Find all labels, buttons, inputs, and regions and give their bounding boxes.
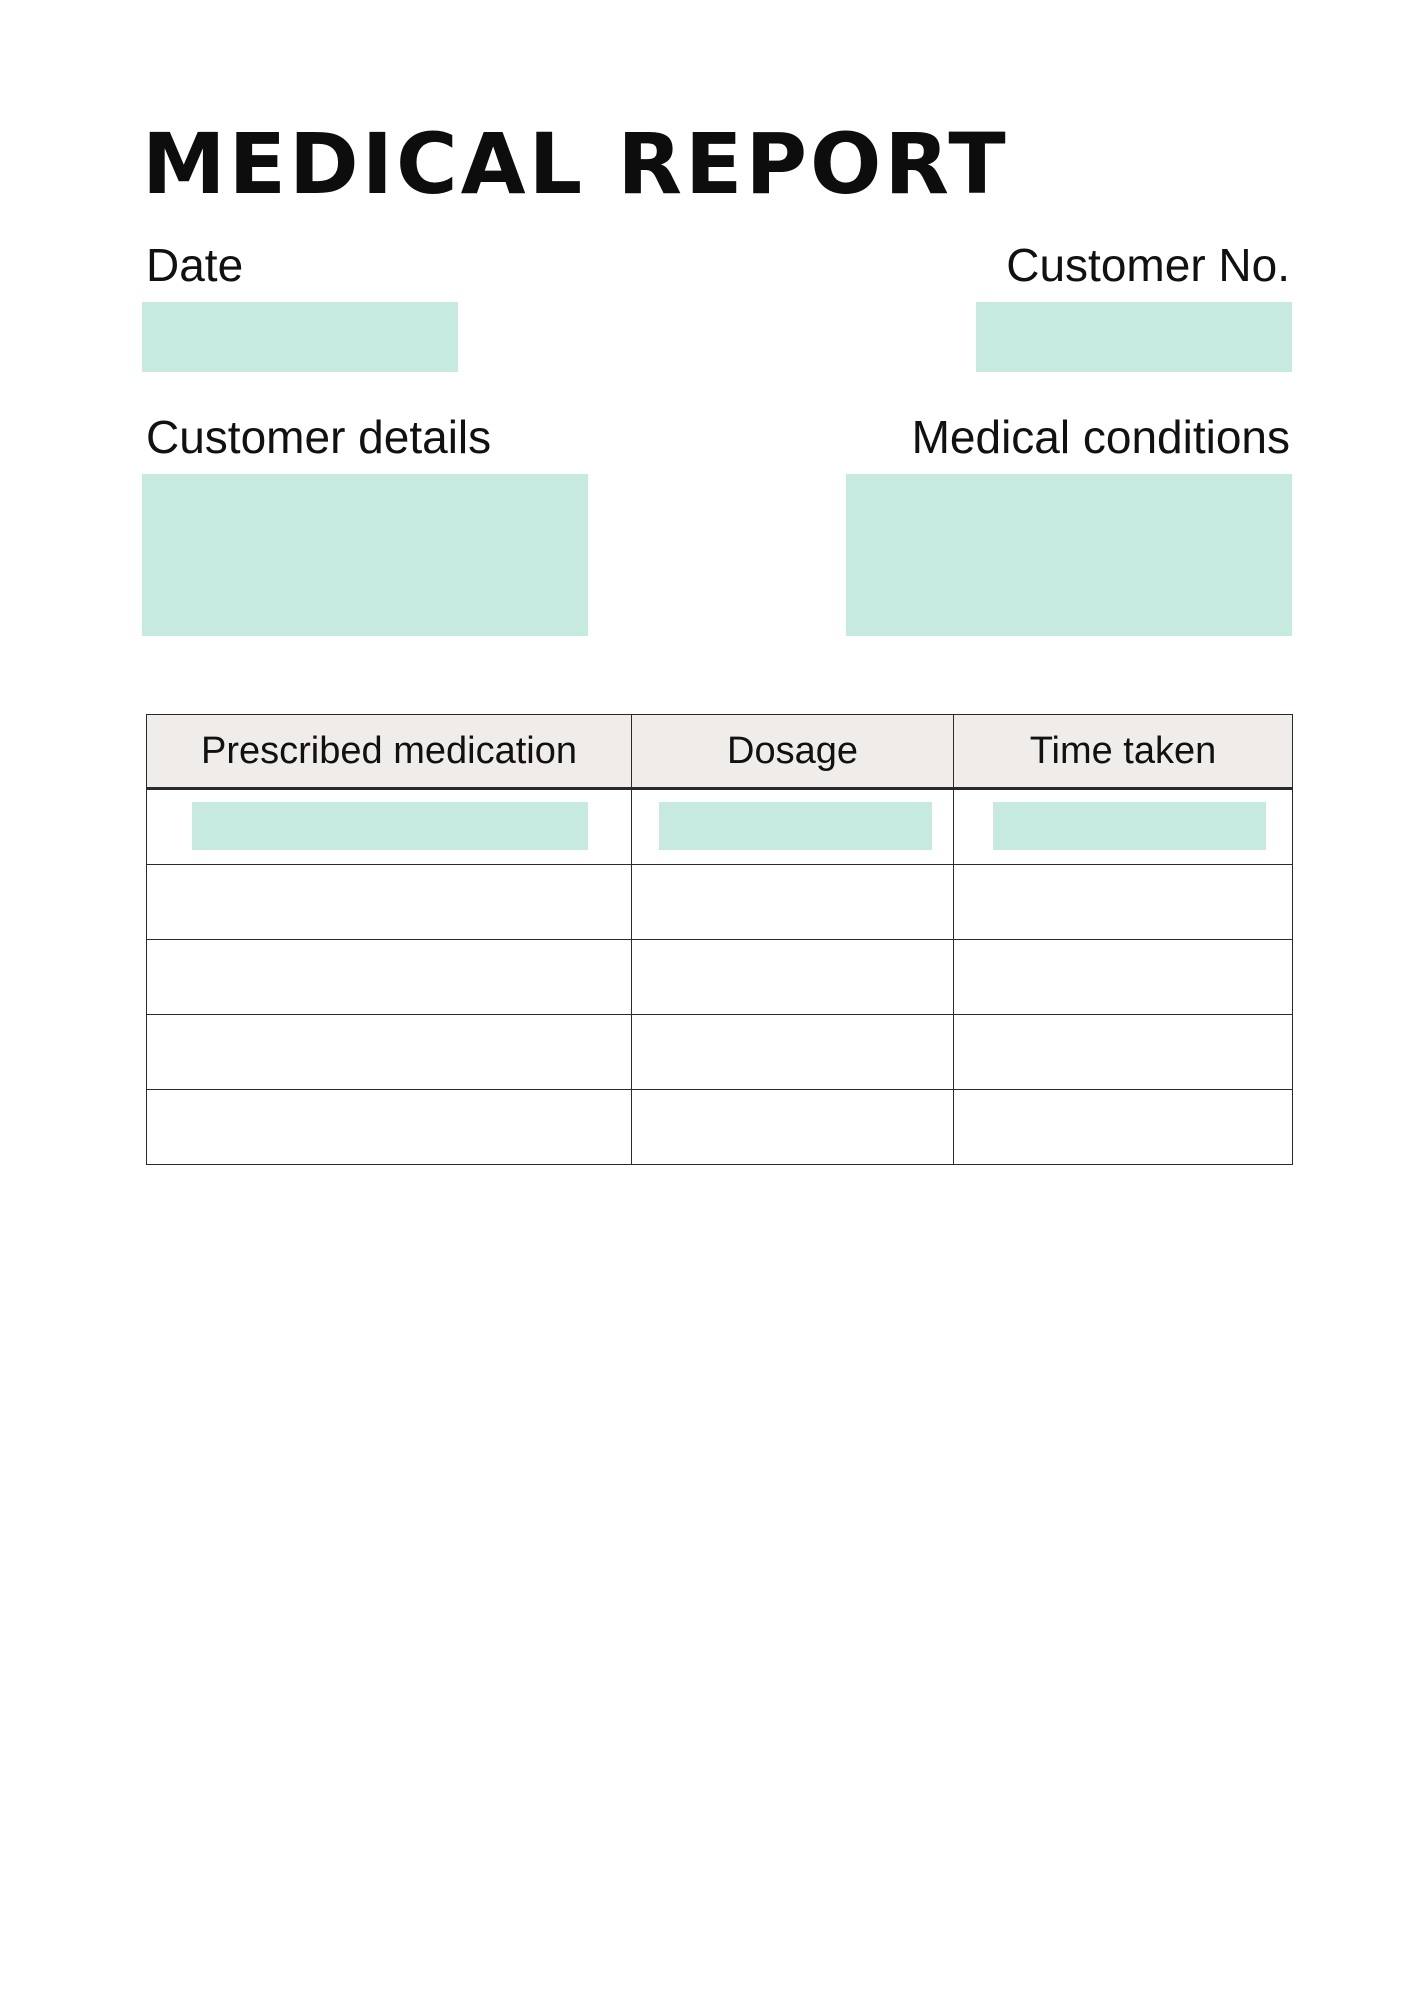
customer-details-field[interactable] — [142, 474, 588, 636]
customer-details-label: Customer details — [146, 411, 492, 463]
medication-cell[interactable] — [147, 1090, 632, 1165]
table-row — [147, 1015, 1293, 1090]
medication-cell[interactable] — [147, 789, 632, 865]
dosage-cell[interactable] — [632, 789, 954, 865]
customer-no-field[interactable] — [976, 302, 1292, 372]
time-taken-cell[interactable] — [954, 789, 1293, 865]
table-row — [147, 865, 1293, 940]
page-title: MEDICAL REPORT — [142, 115, 1009, 213]
time-taken-cell[interactable] — [954, 940, 1293, 1015]
medication-input-field[interactable] — [192, 802, 588, 850]
customer-no-label: Customer No. — [1006, 239, 1290, 291]
table-header-row — [147, 715, 1293, 789]
time-taken-input-field[interactable] — [993, 802, 1266, 850]
table-row — [147, 1090, 1293, 1165]
medication-table — [146, 714, 1293, 1165]
column-header-dosage: Dosage — [632, 715, 954, 789]
medical-conditions-field[interactable] — [846, 474, 1292, 636]
column-header-medication: Prescribed medication — [147, 715, 632, 789]
medication-cell[interactable] — [147, 940, 632, 1015]
table-row — [147, 789, 1293, 865]
dosage-cell[interactable] — [632, 865, 954, 940]
time-taken-cell[interactable] — [954, 865, 1293, 940]
dosage-cell[interactable] — [632, 1015, 954, 1090]
date-label: Date — [146, 239, 244, 291]
dosage-cell[interactable] — [632, 1090, 954, 1165]
table-row — [147, 940, 1293, 1015]
time-taken-cell[interactable] — [954, 1015, 1293, 1090]
dosage-cell[interactable] — [632, 940, 954, 1015]
time-taken-cell[interactable] — [954, 1090, 1293, 1165]
medication-cell[interactable] — [147, 865, 632, 940]
dosage-input-field[interactable] — [659, 802, 932, 850]
date-field[interactable] — [142, 302, 458, 372]
medication-cell[interactable] — [147, 1015, 632, 1090]
column-header-time-taken: Time taken — [954, 715, 1293, 789]
medical-conditions-label: Medical conditions — [911, 411, 1290, 463]
